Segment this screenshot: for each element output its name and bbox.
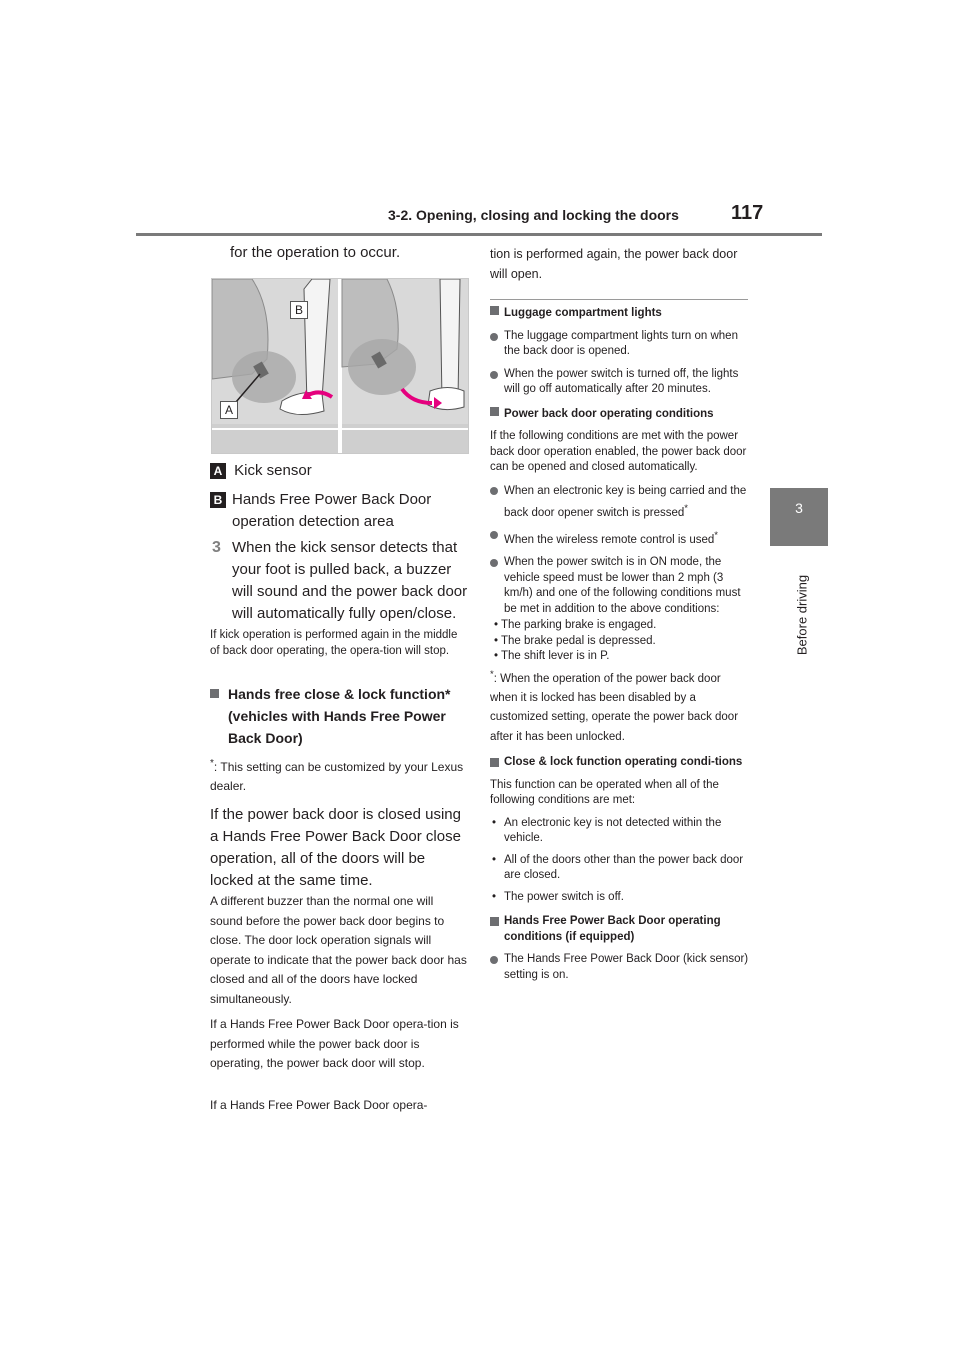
item-bullet: • <box>492 816 497 829</box>
section-marker-icon <box>210 689 219 698</box>
kick-sensor-figure <box>211 278 469 454</box>
chapter-number: 3 <box>795 500 803 516</box>
unlock-footnote-text: : When the operation of the power back door when it is locked has been disabled by a customized setting, operate the power back door after it has been unlocked. <box>490 672 739 743</box>
power-bullet-1: When an electronic key is being carried and the back door opener switch is pressed <box>504 484 747 519</box>
legend-badge-b: B <box>210 492 226 508</box>
footnote-text: : This setting can be customized by your Lexus dealer. <box>210 760 464 793</box>
power-bullet-2: When the wireless remote control is used <box>504 534 715 547</box>
customize-footnote <box>210 754 468 796</box>
bullet-icon <box>490 956 498 964</box>
step-3-text: When the kick sensor detects that your foot is pulled back, a buzzer will sound and the power back door will automatically fully open/close. <box>232 539 468 622</box>
sub-item: • The shift lever is in P. <box>494 650 610 663</box>
bullet-icon <box>490 487 498 495</box>
chapter-label: Before driving <box>794 574 810 656</box>
continuation-text <box>210 244 468 261</box>
page-number: 117 <box>731 202 764 224</box>
close-lock-item: The power switch is off. <box>504 890 624 903</box>
close-lock-heading: Close & lock function operating condi-tions <box>504 756 743 769</box>
close-lock-intro: This function can be operated when all of the following conditions are met: <box>490 778 719 807</box>
section-divider <box>490 299 748 300</box>
footnote-mark: * <box>490 668 494 680</box>
bullet-icon <box>490 559 498 567</box>
kick-operation-note: If kick operation is performed again in the middle of back door operating, the opera-tion will stop. <box>210 629 458 657</box>
power-intro: If the following conditions are met with the power back door operation enabled, the power back door can be opened and closed automatically. <box>490 430 747 473</box>
section-marker-icon <box>490 407 499 416</box>
figure-callout-a: A <box>220 401 238 419</box>
power-bullet-2-star: * <box>714 530 719 542</box>
hands-free-heading: Hands free close & lock function* (vehicles with Hands Free Power Back Door) <box>228 686 451 746</box>
section-marker-icon <box>490 306 499 315</box>
sub-item: • The parking brake is engaged. <box>494 619 657 632</box>
sub-item-text: The shift lever is in P. <box>501 650 610 663</box>
unlock-footnote <box>490 665 750 748</box>
luggage-bullet: When the power switch is turned off, the lights will go off automatically after 20 minutes. <box>504 367 739 395</box>
buzzer-paragraph: A different buzzer than the normal one will sound before the power back door begins to close. The door lock operation signals will operate to indicate that the power back door has closed and all of the doors have locked simultaneously. <box>210 894 467 1006</box>
continuation-line: for the operation to occur. <box>230 244 401 261</box>
sub-item-text: The brake pedal is depressed. <box>501 634 656 647</box>
section-marker-icon <box>490 917 499 926</box>
figure-callout-b: B <box>290 301 308 319</box>
bullet-icon <box>490 333 498 341</box>
chapter-label-vertical <box>792 560 812 670</box>
item-bullet: • <box>492 853 497 866</box>
bullet-icon <box>490 371 498 379</box>
luggage-heading: Luggage compartment lights <box>504 307 662 319</box>
footnote-mark: * <box>210 758 214 769</box>
item-bullet: • <box>492 890 497 903</box>
running-header-section-title: 3-2. Opening, closing and locking the doors <box>388 207 679 223</box>
right-continuation: tion is performed again, the power back door will open. <box>490 247 738 281</box>
hfpbd-bullet: The Hands Free Power Back Door (kick sensor) setting is on. <box>504 953 749 981</box>
power-heading: Power back door operating conditions <box>504 407 714 420</box>
power-bullet-1-star: * <box>684 502 688 514</box>
sub-item: • The brake pedal is depressed. <box>494 634 656 647</box>
hands-free-heading-block <box>210 683 468 749</box>
power-bullet-3: When the power switch is in ON mode, the vehicle speed must be lower than 2 mph (3 km/h) and one of the following conditions must be met in addition to the above conditions: <box>504 556 741 615</box>
legend-text-b: Hands Free Power Back Door operation detection area <box>232 491 432 530</box>
hfpbd-heading: Hands Free Power Back Door operating conditions (if equipped) <box>504 915 721 943</box>
step-number-3: 3 <box>212 539 221 556</box>
bullet-icon <box>490 531 498 539</box>
close-lock-item: All of the doors other than the power back door are closed. <box>504 853 744 882</box>
legend-badge-a: A <box>210 463 226 479</box>
sub-item-text: The parking brake is engaged. <box>501 619 657 632</box>
section-marker-icon <box>490 758 499 767</box>
kick-sensor-illustration <box>212 279 468 453</box>
chapter-tab <box>770 488 828 546</box>
stop-paragraph: If a Hands Free Power Back Door opera-tion is performed while the power back door is operating, the power back door will stop. <box>210 1017 459 1070</box>
right-notes <box>490 306 750 983</box>
reopen-paragraph: If a Hands Free Power Back Door opera- <box>210 1098 428 1112</box>
close-lock-item: An electronic key is not detected within the vehicle. <box>504 816 722 845</box>
header-rule <box>136 233 822 236</box>
close-lock-body: If the power back door is closed using a Hands Free Power Back Door close operation, all of the doors will be locked at the same time. <box>210 806 461 889</box>
luggage-bullet: The luggage compartment lights turn on when the back door is opened. <box>504 329 738 357</box>
legend-text-a: Kick sensor <box>234 462 312 479</box>
figure-legend <box>210 460 468 625</box>
